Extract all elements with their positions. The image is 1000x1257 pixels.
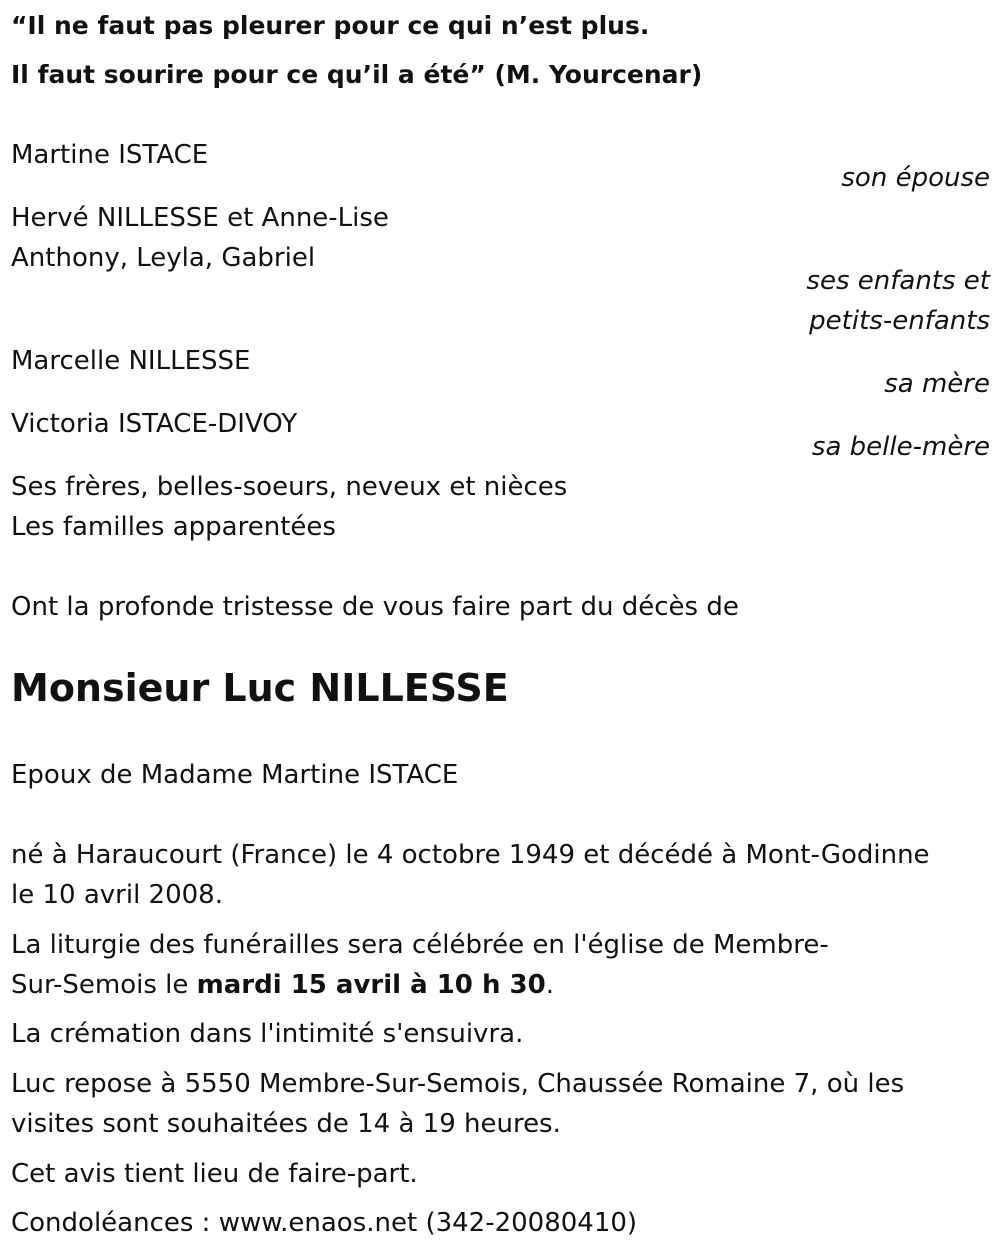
cremation-line: La crémation dans l'intimité s'ensuivra. <box>11 1019 524 1049</box>
birth-death-line-1: né à Haraucourt (France) le 4 octobre 1949 et décédé à Mont-Godinne <box>11 840 930 870</box>
funeral-date: mardi 15 avril à 10 h 30 <box>196 970 546 1000</box>
funeral-prefix: Sur-Semois le <box>11 970 197 1000</box>
birth-death-line-2: le 10 avril 2008. <box>11 880 223 910</box>
mother-in-law-name: Victoria ISTACE-DIVOY <box>11 409 298 439</box>
rest-line-2: visites sont souhaitées de 14 à 19 heures. <box>11 1109 561 1139</box>
funeral-line-1: La liturgie des funérailles sera célébrée en l'église de Membre- <box>11 930 829 960</box>
spouse-role: son épouse <box>841 163 990 193</box>
announcement: Ont la profonde tristesse de vous faire part du décès de <box>11 592 739 622</box>
rest-line-1: Luc repose à 5550 Membre-Sur-Semois, Chaussée Romaine 7, où les <box>11 1069 905 1099</box>
deceased-name: Monsieur Luc NILLESSE <box>11 666 509 710</box>
spouse-name: Martine ISTACE <box>11 140 209 170</box>
siblings-line: Ses frères, belles-soeurs, neveux et nièces <box>11 472 568 502</box>
spouse-line: Epoux de Madame Martine ISTACE <box>11 760 459 790</box>
condolences-line: Condoléances : www.enaos.net (342-20080410) <box>11 1208 638 1238</box>
quote-line-2: Il faut sourire pour ce qu’il a été” (M. Yourcenar) <box>11 60 703 89</box>
funeral-suffix: . <box>545 970 554 1000</box>
mother-in-law-role: sa belle-mère <box>811 432 990 462</box>
funeral-line-2 <box>11 965 554 1005</box>
quote-line-1: “Il ne faut pas pleurer pour ce qui n’est plus. <box>11 11 650 40</box>
mother-role: sa mère <box>884 369 990 399</box>
children-role-2: petits-enfants <box>809 306 990 336</box>
families-line: Les familles apparentées <box>11 512 336 542</box>
mother-name: Marcelle NILLESSE <box>11 346 251 376</box>
children-role-1: ses enfants et <box>806 266 990 296</box>
children-line-1: Hervé NILLESSE et Anne-Lise <box>11 203 389 233</box>
notice-line: Cet avis tient lieu de faire-part. <box>11 1159 418 1189</box>
children-line-2: Anthony, Leyla, Gabriel <box>11 243 316 273</box>
